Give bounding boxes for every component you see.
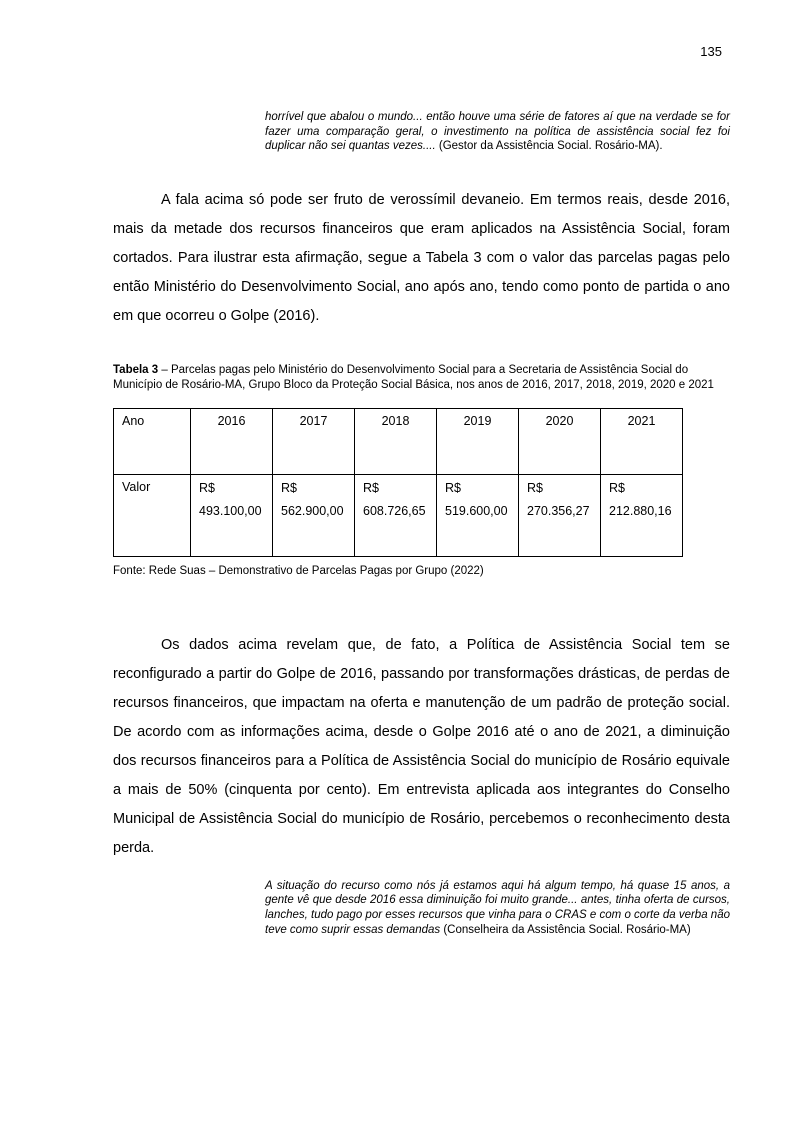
- amount-2018: 608.726,65: [363, 503, 426, 518]
- amount-2020: 270.356,27: [527, 503, 590, 518]
- table-3: [113, 408, 683, 557]
- currency-label: R$: [281, 480, 297, 495]
- table-source: Fonte: Rede Suas – Demonstrativo de Parcelas Pagas por Grupo (2022): [113, 564, 484, 577]
- value-cell-2016: [191, 474, 273, 556]
- block-quote-1: [265, 110, 730, 154]
- table-caption-text: – Parcelas pagas pelo Ministério do Desenvolvimento Social para a Secretaria de Assistência Social do Município de Rosário-MA, Grupo Bloco da Proteção Social Básica, nos anos de 2016, 2017, 2018, 2019, 2020 e 2021: [113, 363, 714, 391]
- value-cell-2018: [355, 474, 437, 556]
- year-cell-2018: 2018: [355, 408, 437, 474]
- quote-1-attribution: (Gestor da Assistência Social. Rosário-MA).: [435, 140, 663, 153]
- table-caption-label: Tabela 3: [113, 363, 159, 376]
- paragraph-1: A fala acima só pode ser fruto de verossímil devaneio. Em termos reais, desde 2016, mais da metade dos recursos financeiros que eram aplicados na Assistência Social, foram cortados. Para ilustrar esta afirmação, segue a Tabela 3 com o valor das parcelas pagas pelo então Ministério do Desenvolvimento Social, ano após ano, tendo como ponto de partida o ano em que ocorreu o Golpe (2016).: [113, 191, 730, 324]
- currency-label: R$: [199, 480, 215, 495]
- value-cell-2021: [601, 474, 683, 556]
- table-row-years: [114, 408, 683, 474]
- paragraph-2: Os dados acima revelam que, de fato, a Política de Assistência Social tem se reconfigurado a partir do Golpe de 2016, passando por transformações drásticas, de perdas de recursos financeiros, que impactam na oferta e manutenção de um padrão de proteção social. De acordo com as informações acima, desde o Golpe 2016 até o ano de 2021, a diminuição dos recursos financeiros para a Política de Assistência Social do município de Rosário equivale a mais de 50% (cinquenta por cento). Em entrevista aplicada aos integrantes do Conselho Municipal de Assistência Social do município de Rosário, percebemos o reconhecimento desta perda.: [113, 636, 730, 856]
- value-cell-2020: [519, 474, 601, 556]
- quote-2-attribution: (Conselheira da Assistência Social. Rosário-MA): [440, 923, 691, 936]
- currency-label: R$: [609, 480, 625, 495]
- page-number: 135: [700, 44, 722, 59]
- amount-2019: 519.600,00: [445, 503, 508, 518]
- amount-2021: 212.880,16: [609, 503, 672, 518]
- amount-2017: 562.900,00: [281, 503, 344, 518]
- year-cell-2017: 2017: [273, 408, 355, 474]
- value-cell-2019: [437, 474, 519, 556]
- year-cell-2020: 2020: [519, 408, 601, 474]
- page-content: [0, 110, 800, 937]
- quote-1-text: horrível que abalou o mundo... então houve uma série de fatores aí que na verdade se for fazer uma comparação geral, o investimento na política de assistência social fez foi duplicar não sei quantas vezes....: [265, 111, 730, 153]
- year-cell-2019: 2019: [437, 408, 519, 474]
- currency-label: R$: [527, 480, 543, 495]
- quote-2-text: A situação do recurso como nós já estamos aqui há algum tempo, há quase 15 anos, a gente vê que desde 2016 essa diminuição foi muito grande... antes, tinha oferta de cursos, lanches, tudo pago por esses recursos que vinha para o CRAS e com o corte da verba não teve como suprir essas demandas: [265, 879, 730, 936]
- amount-2016: 493.100,00: [199, 503, 262, 518]
- year-cell-2021: 2021: [601, 408, 683, 474]
- table-row-values: [114, 474, 683, 556]
- table-caption: [113, 363, 730, 393]
- row-label-valor: Valor: [114, 474, 191, 556]
- currency-label: R$: [445, 480, 461, 495]
- currency-label: R$: [363, 480, 379, 495]
- year-cell-2016: 2016: [191, 408, 273, 474]
- block-quote-2: [265, 879, 730, 937]
- row-label-ano: Ano: [114, 408, 191, 474]
- value-cell-2017: [273, 474, 355, 556]
